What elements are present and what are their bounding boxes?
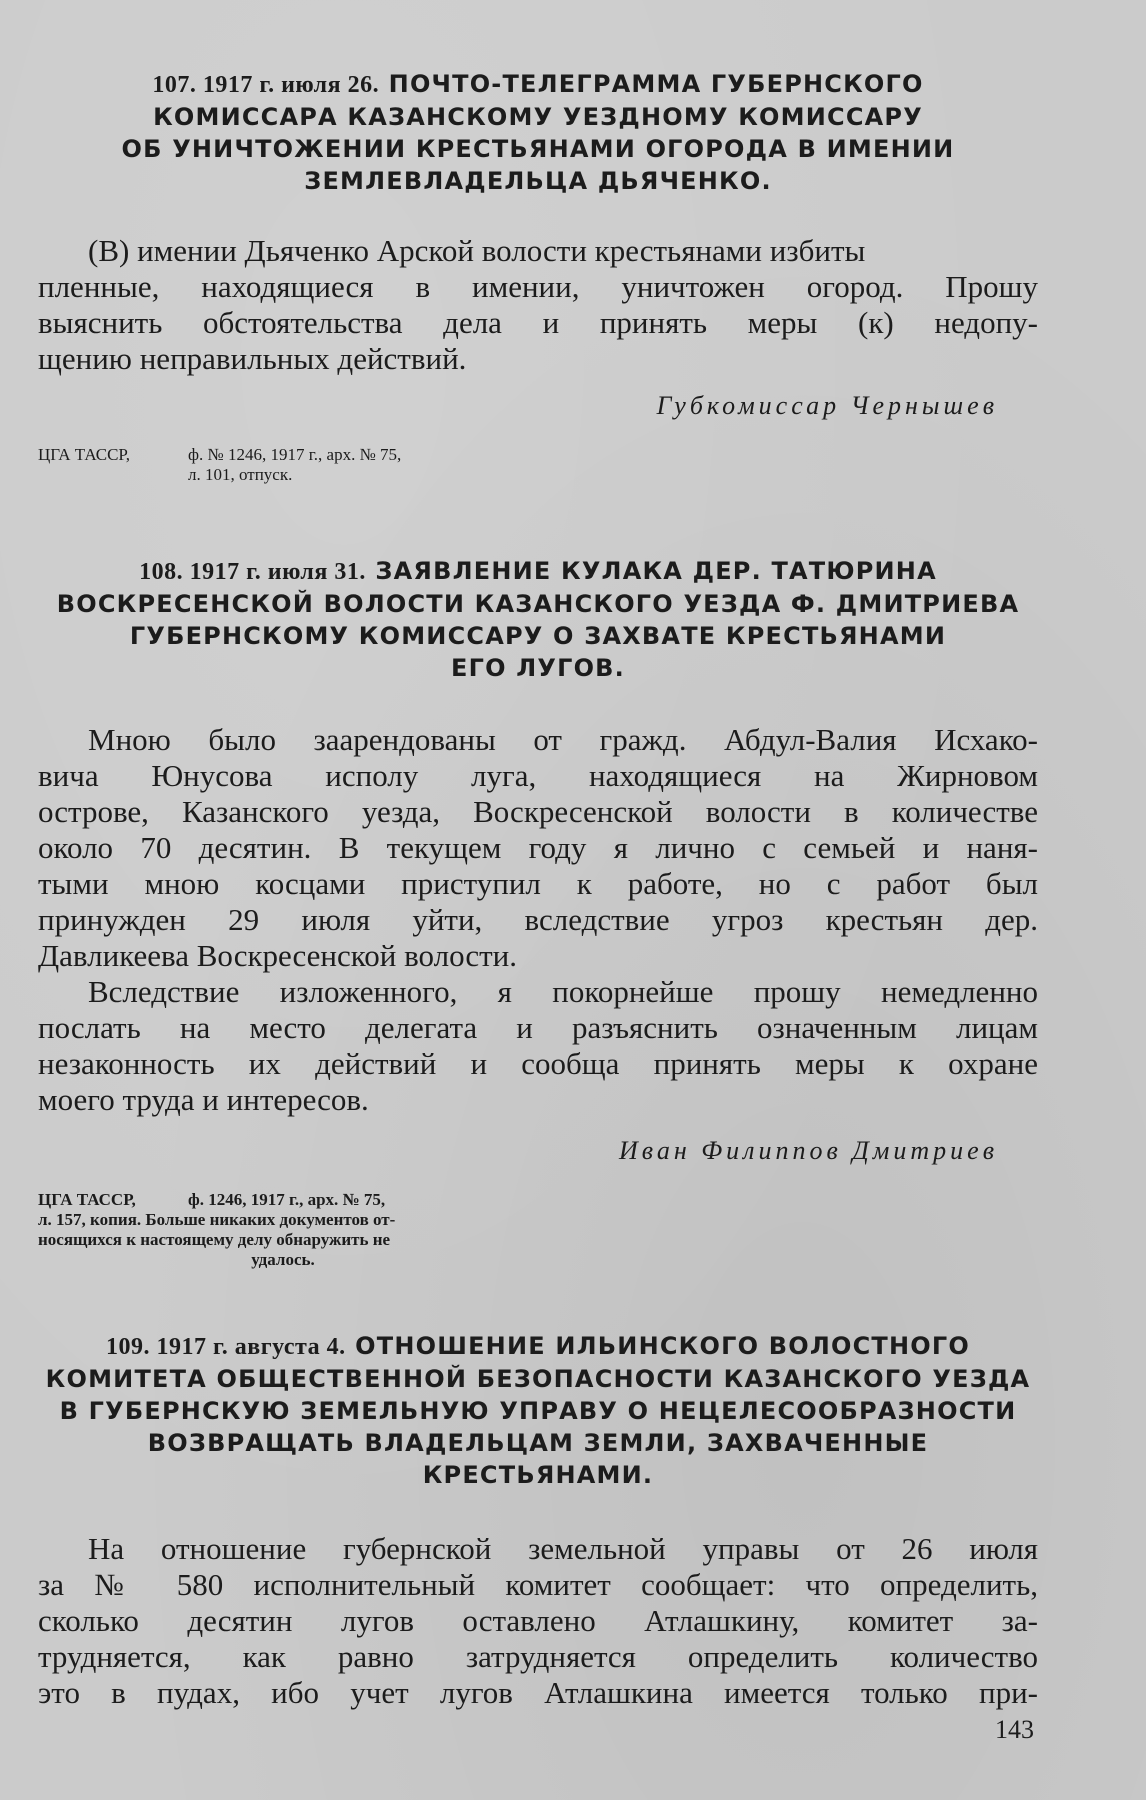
heading-line: ГУБЕРНСКОМУ КОМИССАРУ О ЗАХВАТЕ КРЕСТЬЯНАМИ xyxy=(129,622,947,650)
body-line: Мною было заарендованы от гражд. Абдул-Валия Исхако- xyxy=(88,722,1038,757)
document-107-heading xyxy=(38,68,1038,197)
document-date: 108. 1917 г. июля 31. xyxy=(139,559,366,585)
heading-line: ЕГО ЛУГОВ. xyxy=(451,654,625,682)
signature: Губкомиссар Чернышев xyxy=(656,391,998,420)
body-line: трудняется, как равно затрудняется определить количество xyxy=(38,1639,1038,1674)
body-line: моего труда и интересов. xyxy=(38,1082,369,1117)
heading-text: ЗАЯВЛЕНИЕ КУЛАКА ДЕР. ТАТЮРИНА xyxy=(375,557,937,585)
body-line: послать на место делегата и разъяснить означенным лицам xyxy=(38,1010,1038,1045)
document-108-heading xyxy=(38,555,1038,684)
document-108 xyxy=(38,555,1038,1270)
archive-line: л. 101, отпуск. xyxy=(188,465,293,484)
page-number: 143 xyxy=(995,1715,1034,1744)
archive-row xyxy=(38,465,1038,485)
document-date: 107. 1917 г. июля 26. xyxy=(152,72,380,98)
body-line: за № 580 исполнительный комитет сообщает: что определить, xyxy=(38,1567,1038,1602)
body-line: Вследствие изложенного, я покорнейше прошу немедленно xyxy=(88,974,1038,1009)
body-line: сколько десятин лугов оставлено Атлашкину, комитет за- xyxy=(38,1603,1038,1638)
body-line: выяснить обстоятельства дела и принять меры (к) недопу- xyxy=(38,305,1038,340)
archive-line: л. 157, копия. Больше никаких документов от- xyxy=(38,1210,396,1229)
heading-text: ОТНОШЕНИЕ ИЛЬИНСКОГО ВОЛОСТНОГО xyxy=(355,1332,970,1360)
document-date: 109. 1917 г. августа 4. xyxy=(106,1334,346,1360)
archive-line: удалось. xyxy=(251,1250,315,1269)
body-line: тыми мною косцами приступил к работе, но с работ был xyxy=(38,866,1038,901)
signature: Иван Филиппов Дмитриев xyxy=(618,1136,998,1165)
archive-line: ф. № 1246, 1917 г., арх. № 75, xyxy=(188,445,402,464)
heading-line: ВОСКРЕСЕНСКОЙ ВОЛОСТИ КАЗАНСКОГО УЕЗДА Ф. ДМИТРИЕВА xyxy=(56,590,1020,618)
heading-line xyxy=(38,1330,1038,1363)
document-109 xyxy=(38,1330,1038,1711)
archive-reference xyxy=(38,1190,528,1270)
heading-line: В ГУБЕРНСКУЮ ЗЕМЕЛЬНУЮ УПРАВУ О НЕЦЕЛЕСООБРАЗНОСТИ xyxy=(59,1397,1017,1425)
archive-reference xyxy=(38,445,1038,485)
heading-line: ЗЕМЛЕВЛАДЕЛЬЦА ДЬЯЧЕНКО. xyxy=(304,167,772,195)
body-line: щению неправильных действий. xyxy=(38,341,467,376)
heading-line: ОБ УНИЧТОЖЕНИИ КРЕСТЬЯНАМИ ОГОРОДА В ИМЕНИИ xyxy=(121,135,955,163)
archive-line: носящихся к настоящему делу обнаружить не xyxy=(38,1230,391,1249)
body-line: Давликеева Воскресенской волости. xyxy=(38,938,518,973)
body-line: это в пудах, ибо учет лугов Атлашкина имеется только при- xyxy=(38,1675,1038,1710)
archive-spacer xyxy=(38,465,188,485)
heading-text: ПОЧТО-ТЕЛЕГРАММА ГУБЕРНСКОГО xyxy=(388,70,924,98)
heading-line: КРЕСТЬЯНАМИ. xyxy=(422,1461,654,1489)
body-line: вича Юнусова исполу луга, находящиеся на Жирновом xyxy=(38,758,1038,793)
document-109-body xyxy=(38,1531,1038,1711)
archive-row xyxy=(38,1190,528,1210)
body-line: принужден 29 июля уйти, вследствие угроз крестьян дер. xyxy=(38,902,1038,937)
heading-line xyxy=(38,555,1038,588)
archive-source: ЦГА ТАССР, xyxy=(38,1190,136,1209)
heading-line: КОМИТЕТА ОБЩЕСТВЕННОЙ БЕЗОПАСНОСТИ КАЗАНСКОГО УЕЗДА xyxy=(45,1365,1031,1393)
document-108-body xyxy=(38,722,1038,1118)
body-line: около 70 десятин. В текущем году я лично с семьей и наня- xyxy=(38,830,1038,865)
heading-line: ВОЗВРАЩАТЬ ВЛАДЕЛЬЦАМ ЗЕМЛИ, ЗАХВАЧЕННЫЕ xyxy=(147,1429,929,1457)
body-line: пленные, находящиеся в имении, уничтожен огород. Прошу xyxy=(38,269,1038,304)
body-line: На отношение губернской земельной управы от 26 июля xyxy=(88,1531,1038,1566)
archive-source: ЦГА ТАССР, xyxy=(38,445,131,464)
body-line: (В) имении Дьяченко Арской волости крестьянами избиты xyxy=(88,233,866,268)
archive-row xyxy=(38,445,1038,465)
heading-line xyxy=(38,68,1038,101)
document-109-heading xyxy=(38,1330,1038,1491)
heading-line: КОМИССАРА КАЗАНСКОМУ УЕЗДНОМУ КОМИССАРУ xyxy=(153,103,923,131)
archive-line: ф. 1246, 1917 г., арх. № 75, xyxy=(188,1190,386,1209)
body-line: незаконность их действий и сообща принять меры к охране xyxy=(38,1046,1038,1081)
document-107-body xyxy=(38,233,1038,377)
document-107 xyxy=(38,68,1038,485)
body-line: острове, Казанского уезда, Воскресенской волости в количестве xyxy=(38,794,1038,829)
